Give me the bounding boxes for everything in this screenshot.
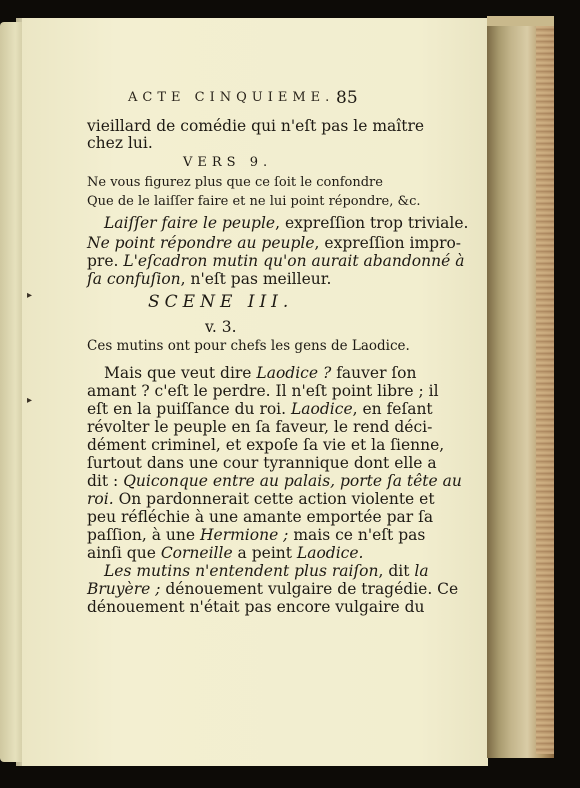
text-line: fauver ſon <box>331 364 417 382</box>
text-line: dit : <box>87 472 124 490</box>
italic-phrase: roi. <box>87 490 114 508</box>
text-line: , expreſſion trop triviale. <box>275 214 469 232</box>
quote-line: Que de le laiſſer faire et ne lui point répondre, &c. <box>87 194 421 209</box>
text-line: amant ? c'eſt le perdre. Il n'eſt point libre ; il <box>87 382 439 400</box>
italic-phrase: ſa confuſion <box>87 270 181 288</box>
italic-phrase: Bruyère ; <box>87 580 161 598</box>
italic-phrase: Les mutins n'entendent plus raiſon <box>104 562 379 580</box>
italic-phrase: Laodice. <box>296 544 364 562</box>
italic-phrase: Ne point répondre au peuple <box>87 234 315 252</box>
text-line: Mais que veut dire <box>104 364 257 382</box>
gilt-edge <box>536 24 554 754</box>
italic-phrase: Quiconque entre au palais, porte ſa tête au <box>123 472 462 490</box>
page-edges-top <box>487 16 554 26</box>
text-line: pre. <box>87 252 124 270</box>
verse-heading: VERS 9. <box>183 155 273 170</box>
text-line: chez lui. <box>87 134 153 152</box>
verse-number: v. 3. <box>205 318 237 336</box>
italic-phrase: Laiſſer faire le peuple <box>104 214 276 232</box>
text-line: dénouement n'était pas encore vulgaire du <box>87 598 425 616</box>
quote-line: Ne vous figurez plus que ce ſoit le confondre <box>87 175 383 190</box>
text-line: ſurtout dans une cour tyrannique dont elle a <box>87 454 437 472</box>
margin-mark: ▸ <box>27 290 33 301</box>
italic-phrase: Corneille <box>160 544 233 562</box>
italic-phrase: L'eſcadron mutin qu'on aurait abandonné à <box>123 252 465 270</box>
scene-heading: SCENE III. <box>148 292 294 312</box>
text-line: paſſion, à une <box>87 526 200 544</box>
italic-phrase: Laodice <box>291 400 353 418</box>
text-line: , dit <box>378 562 415 580</box>
text-line: , expreſſion impro- <box>314 234 462 252</box>
quote-line: Ces mutins ont pour chefs les gens de Laodice. <box>87 338 410 354</box>
facing-page-edge <box>0 22 22 762</box>
text-line: On pardonnerait cette action violente et <box>113 490 435 508</box>
page-number: 85 <box>336 88 358 108</box>
text-line: dément criminel, et expoſe ſa vie et la ſienne, <box>87 436 445 454</box>
text-line: , n'eſt pas meilleur. <box>180 270 332 288</box>
text-line: eſt en la puiſſance du roi. <box>87 400 287 418</box>
text-line: mais ce n'eſt pas <box>288 526 426 544</box>
text-line: dénouement vulgaire de tragédie. Ce <box>160 580 459 598</box>
text-line: ainſi que <box>87 544 161 562</box>
margin-mark: ▸ <box>27 395 33 406</box>
text-line: révolter le peuple en ſa faveur, le rend déci- <box>87 418 433 436</box>
text-line: vieillard de comédie qui n'eſt pas le maître <box>87 117 425 135</box>
text-line: peu réfléchie à une amante emportée par ſa <box>87 508 434 526</box>
italic-phrase: la <box>414 562 429 580</box>
italic-phrase: Laodice ? <box>256 364 332 382</box>
running-head: ACTE CINQUIEME. <box>128 90 335 105</box>
text-line: a peint <box>232 544 297 562</box>
text-line: , en feſant <box>352 400 433 418</box>
italic-phrase: Hermione ; <box>200 526 289 544</box>
